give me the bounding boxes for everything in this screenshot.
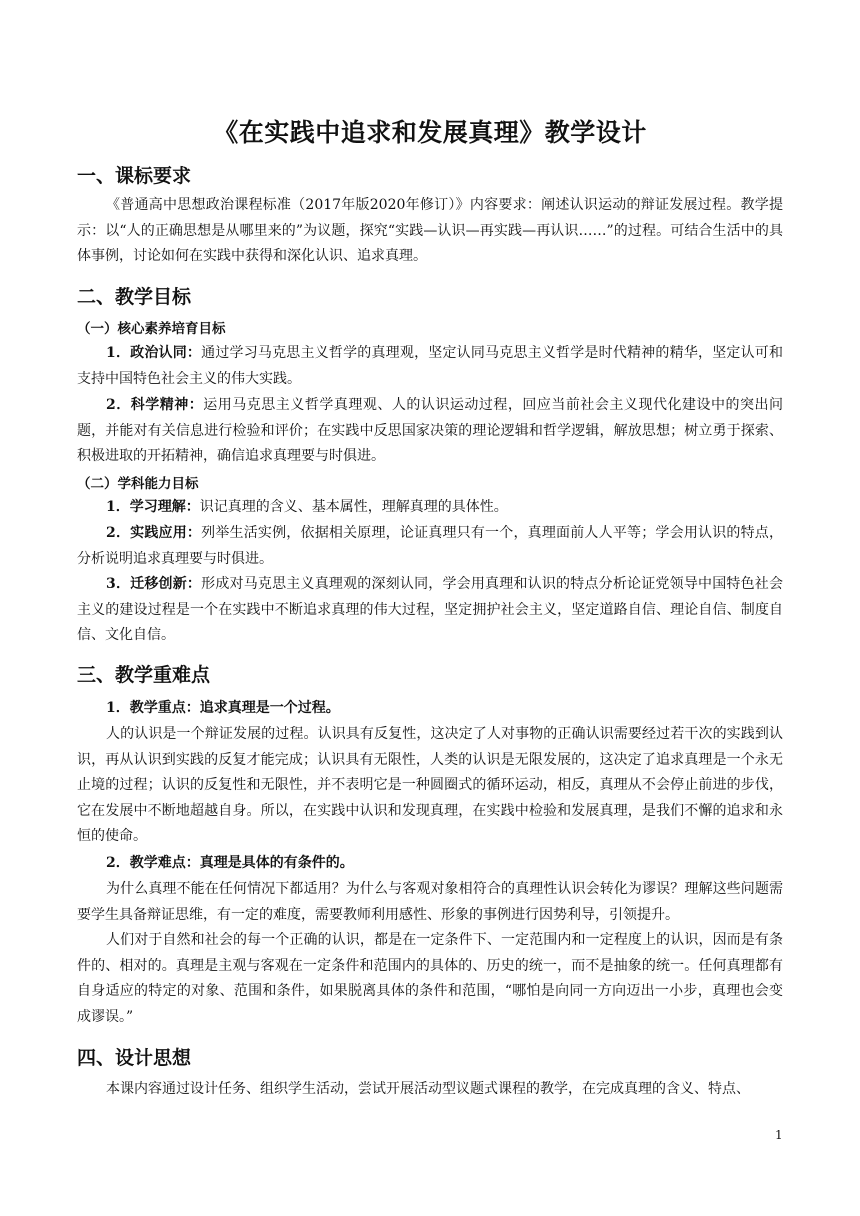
difficulty-paragraph-2: 人们对于自然和社会的每一个正确的认识，都是在一定条件下、一定范围内和一定程度上的认识，因而是有条件的、相对的。真理是主观与客观在一定条件和范围内的具体的、历史的统一，而不是抽象的统一。任何真理都有自身适应的特定的对象、范围和条件，如果脱离具体的条件和范围，“哪怕是向同一方向迈出一小步，真理也会变成谬误。”: [77, 932, 783, 1025]
objective-label: 1．政治认同：: [106, 345, 202, 361]
ability-text: 列举生活实例，依据相关原理，论证真理只有一个，真理面前人人平等；学会用认识的特点，分析说明追求真理要与时俱进。: [77, 525, 783, 567]
page-number: 1: [775, 1128, 783, 1142]
key-point-paragraph: 人的认识是一个辩证发展的过程。认识具有反复性，这决定了人对事物的正确认识需要经过若干次的实践到认识，再从认识到实践的反复才能完成；认识具有无限性，人类的认识是无限发展的，这决定了追求真理是一个永无止境的过程；认识的反复性和无限性，并不表明它是一种圆圈式的循环运动，相反，真理从不会停止前进的步伐，它在发展中不断地超越自身。所以，在实践中认识和发现真理，在实践中检验和发展真理，是我们不懈的追求和永恒的使命。: [77, 726, 783, 844]
subheading-core-literacy: （一）核心素养培育目标: [77, 321, 226, 337]
document-title: 《在实践中追求和发展真理》教学设计: [213, 118, 647, 147]
objective-political-identity: [77, 341, 783, 392]
ability-application: [77, 521, 783, 572]
section-heading-key-points: 三、教学重难点: [77, 664, 211, 686]
objective-text: 通过学习马克思主义哲学的真理观，坚定认同马克思主义哲学是时代精神的精华，坚定认可和支持中国特色社会主义的伟大实践。: [77, 345, 783, 387]
objective-scientific-spirit: [77, 393, 783, 470]
objective-label: 2．科学精神：: [106, 397, 204, 413]
objective-text: 运用马克思主义哲学真理观、人的认识运动过程，回应当前社会主义现代化建设中的突出问题，并能对有关信息进行检验和评价；在实践中反思国家决策的理论逻辑和哲学逻辑，解放思想；树立勇于探索、积极进取的开拓精神，确信追求真理要与时俱进。: [77, 397, 783, 464]
key-point-heading: 1．教学重点：追求真理是一个过程。: [106, 700, 340, 716]
ability-label: 3．迁移创新：: [106, 576, 202, 592]
design-paragraph: 本课内容通过设计任务、组织学生活动，尝试开展活动型议题式课程的教学，在完成真理的含义、特点、: [106, 1081, 750, 1097]
subheading-ability: （二）学科能力目标: [77, 476, 199, 492]
ability-label: 2．实践应用：: [106, 525, 202, 541]
section-heading-objectives: 二、教学目标: [77, 286, 192, 308]
ability-text: 形成对马克思主义真理观的深刻认同，学会用真理和认识的特点分析论证党领导中国特色社会主义的建设过程是一个在实践中不断追求真理的伟大过程，坚定拥护社会主义，坚定道路自信、理论自信、制度自信、文化自信。: [77, 576, 783, 643]
section-heading-design: 四、设计思想: [77, 1047, 192, 1069]
ability-text: 识记真理的含义、基本属性，理解真理的具体性。: [199, 499, 508, 515]
difficulty-paragraph-1: 为什么真理不能在任何情况下都适用？为什么与客观对象相符合的真理性认识会转化为谬误？理解这些问题需要学生具备辩证思维，有一定的难度，需要教师利用感性、形象的事例进行因势利导，引领提升。: [77, 881, 783, 923]
difficulty-heading: 2．教学难点：真理是具体的有条件的。: [106, 855, 354, 871]
ability-learning: [77, 495, 783, 521]
ability-innovation: [77, 572, 783, 649]
curriculum-paragraph: 《普通高中思想政治课程标准（2017年版2020年修订）》内容要求：阐述认识运动的辩证发展过程。教学提示：以“人的正确思想是从哪里来的”为议题，探究“实践—认识—再实践—再认识……”的过程。可结合生活中的具体事例，讨论如何在实践中获得和深化认识、追求真理。: [77, 197, 783, 264]
section-heading-curriculum: 一、课标要求: [77, 165, 192, 187]
ability-label: 1．学习理解：: [106, 499, 200, 515]
